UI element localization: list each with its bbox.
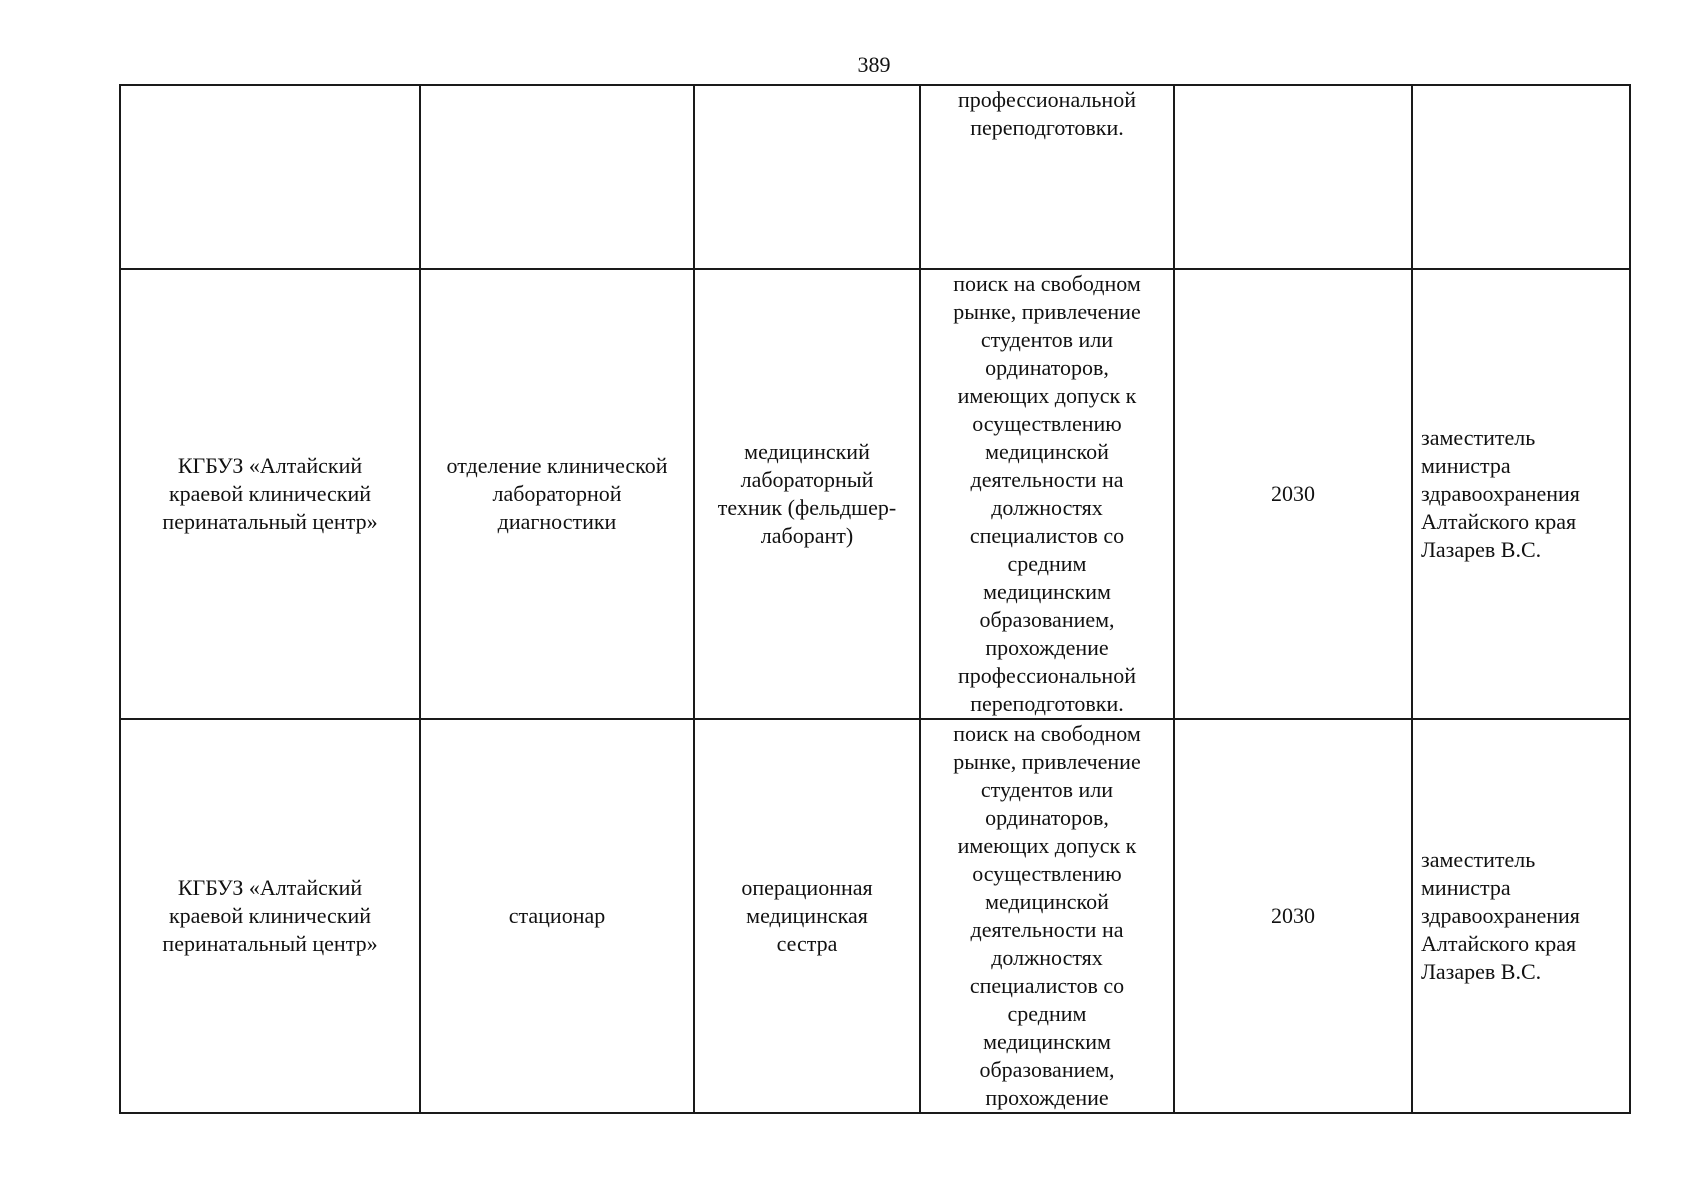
- institution-cell: [120, 85, 420, 269]
- cell-line: сестра: [776, 931, 838, 956]
- cell-line: краевой клинический: [168, 903, 372, 928]
- cell-line: профессиональной: [958, 663, 1136, 688]
- cell-line: прохождение: [985, 635, 1109, 660]
- cell-line: лаборант): [760, 523, 854, 548]
- cell-line: переподготовки.: [970, 115, 1124, 140]
- cell-line: образованием,: [979, 607, 1115, 632]
- cell-line: медицинским: [983, 1029, 1111, 1054]
- cell-line: должностях: [991, 945, 1103, 970]
- cell-line: рынке, привлечение: [953, 299, 1141, 324]
- cell-line: медицинский: [744, 439, 870, 464]
- cell-line: краевой клинический: [168, 481, 372, 506]
- position-cell: [694, 269, 920, 719]
- responsible-cell: [1412, 269, 1630, 719]
- cell-line: осуществлению: [972, 861, 1122, 886]
- cell-line: здравоохранения: [1421, 481, 1580, 506]
- cell-line: лабораторный: [740, 467, 874, 492]
- cell-line: Алтайского края: [1421, 931, 1577, 956]
- responsible-cell: [1412, 719, 1630, 1113]
- cell-line: медицинской: [985, 889, 1109, 914]
- cell-line: осуществлению: [972, 411, 1122, 436]
- cell-line: заместитель: [1421, 425, 1536, 450]
- table-row: [120, 85, 1630, 269]
- cell-line: студентов или: [980, 777, 1114, 802]
- cell-line: должностях: [991, 495, 1103, 520]
- year-cell: 2030: [1174, 269, 1412, 719]
- page-number: 389: [857, 52, 891, 77]
- cell-line: поиск на свободном: [953, 721, 1141, 746]
- year-cell: [1174, 85, 1412, 269]
- department-cell: [420, 85, 694, 269]
- cell-line: специалистов со: [969, 523, 1125, 548]
- cell-line: имеющих допуск к: [957, 833, 1137, 858]
- cell-line: КГБУЗ «Алтайский: [177, 453, 363, 478]
- department-cell: [420, 719, 694, 1113]
- cell-line: медицинским: [983, 579, 1111, 604]
- cell-line: имеющих допуск к: [957, 383, 1137, 408]
- cell-line: Лазарев В.С.: [1421, 959, 1542, 984]
- cell-line: здравоохранения: [1421, 903, 1580, 928]
- position-cell: [694, 719, 920, 1113]
- cell-line: ординаторов,: [985, 805, 1109, 830]
- cell-line: деятельности на: [970, 467, 1124, 492]
- measures-cell: [920, 269, 1174, 719]
- table-row: [120, 719, 1630, 1113]
- cell-line: профессиональной: [958, 87, 1136, 112]
- cell-line: деятельности на: [970, 917, 1124, 942]
- cell-line: КГБУЗ «Алтайский: [177, 875, 363, 900]
- position-cell: [694, 85, 920, 269]
- cell-line: прохождение: [985, 1085, 1109, 1110]
- institution-cell: [120, 269, 420, 719]
- cell-line: министра: [1421, 875, 1511, 900]
- cell-line: поиск на свободном: [953, 271, 1141, 296]
- cell-line: заместитель: [1421, 847, 1536, 872]
- cell-line: средним: [1007, 1001, 1087, 1026]
- measures-table: [119, 84, 1631, 1114]
- cell-line: операционная: [741, 875, 873, 900]
- measures-cell: [920, 719, 1174, 1113]
- cell-line: отделение клинической: [446, 453, 668, 478]
- cell-line: рынке, привлечение: [953, 749, 1141, 774]
- cell-line: перинатальный центр»: [162, 509, 378, 534]
- table-row: [120, 269, 1630, 719]
- measures-cell: [920, 85, 1174, 269]
- cell-line: студентов или: [980, 327, 1114, 352]
- institution-cell: [120, 719, 420, 1113]
- cell-line: образованием,: [979, 1057, 1115, 1082]
- cell-line: специалистов со: [969, 973, 1125, 998]
- cell-line: средним: [1007, 551, 1087, 576]
- cell-line: медицинской: [985, 439, 1109, 464]
- cell-line: техник (фельдшер-: [717, 495, 897, 520]
- responsible-cell: [1412, 85, 1630, 269]
- cell-line: стационар: [508, 903, 606, 928]
- cell-line: переподготовки.: [970, 691, 1124, 716]
- cell-line: Алтайского края: [1421, 509, 1577, 534]
- cell-line: Лазарев В.С.: [1421, 537, 1542, 562]
- cell-line: министра: [1421, 453, 1511, 478]
- cell-line: лабораторной: [492, 481, 622, 506]
- cell-line: перинатальный центр»: [162, 931, 378, 956]
- cell-line: диагностики: [497, 509, 617, 534]
- cell-line: медицинская: [746, 903, 868, 928]
- year-cell: 2030: [1174, 719, 1412, 1113]
- cell-line: ординаторов,: [985, 355, 1109, 380]
- department-cell: [420, 269, 694, 719]
